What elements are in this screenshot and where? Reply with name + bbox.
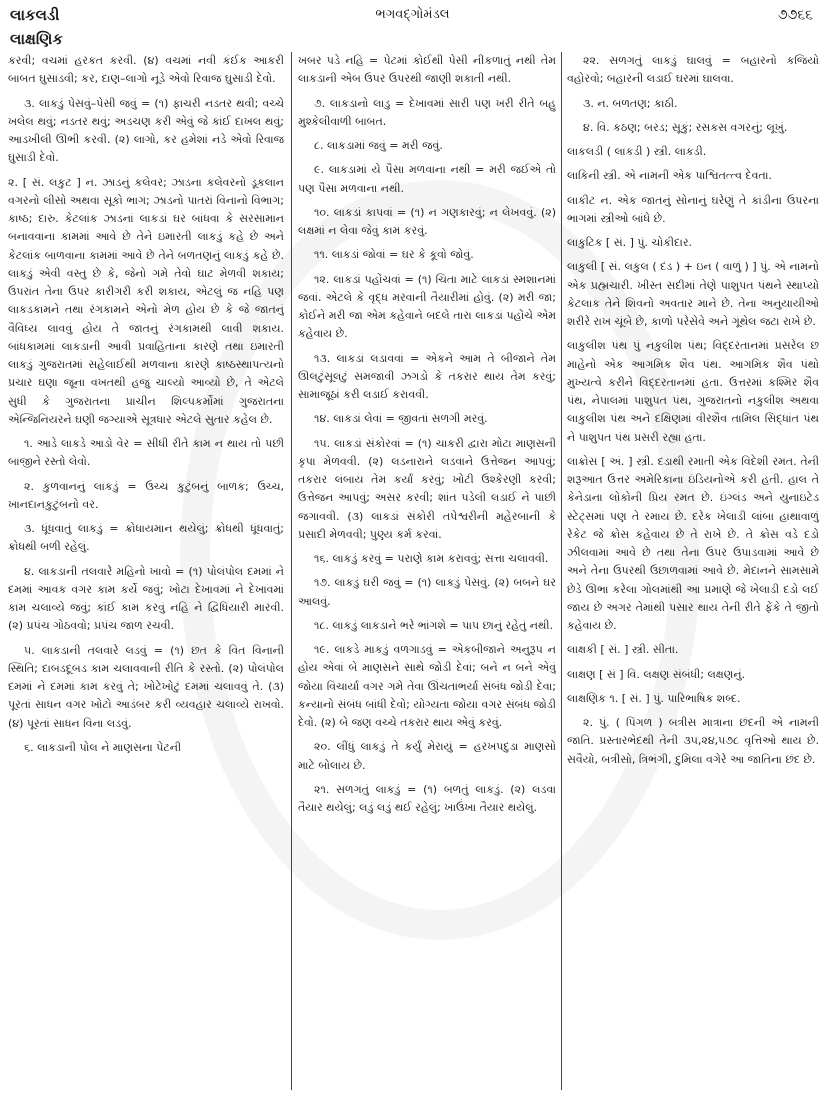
entry-paragraph: ૧૨. લાકડાં પહોંચવાં = (૧) ચિતા માટે લાકડાં સ્મશાનમાં જવાં. એટલે કે વૃદ્ધ મરવાની તૈયારીમાં હોવું. (૨) મરી જા; કોઈને મરી જા એમ કહેવાને બદલે તારા લાકડાં પહોંચે એમ કહેવાય છે.	[298, 272, 556, 341]
header-first-word: લાકલડી	[10, 6, 60, 24]
entry-paragraph: લાકુટિક [ સં. ] પું. ચોકીદાર.	[567, 236, 693, 249]
entry-paragraph: ૪. વિ. કઠણ; બરડ; સૂકું; રસકસ વગરનું; લૂખું.	[583, 120, 788, 134]
entry-paragraph: ૨. પું. ( પિંગળ ) બત્રીસ માત્રાના છંદની એ નામની જાતિ. પ્રસ્તારભેદથી તેની ૩૫,૨૪,૫૭૮ વૃત્તિઓ થાય છે. સવૈયો, બત્રીસો, ત્રિભંગી, દુમિલા વગેરે આ જાતિના છંદ છે.	[567, 716, 819, 766]
entry-paragraph: ખબર પડે નહિ = પેટમાં કોઈથી પેસી નીકળાતું નથી તેમ લાકડાની એબ ઉપર ઉપરથી જાણી શકાતી નથી.	[298, 54, 556, 86]
entry-paragraph: ૧૦. લાકડાં કાપવાં = (૧) ન ગણકારવું; ન લેખવવું. (૨) લક્ષમાં ન લેવા જેવું કામ કરવું.	[298, 205, 556, 237]
entry-paragraph: ૬. લાકડાની પોલ ને માણસના પેટની	[24, 740, 182, 754]
entry-paragraph: ૨. [ સં. લકુટ ] ન. ઝાડનું કલેવર; ઝાડના કલેવરનો ડૂકલાન વગરનો લીસો અથવા સૂકો ભાગ; ઝાડનો પાતરાં વિનાનો વિભાગ; કાષ્ઠ; દારુ. કેટલાંક ઝાડનાં લાકડાં ઘર બાંધવા કે સરસામાન બનાવવાના કામમાં આવે છે તેને ઇમારતી લાકડું કહે છે અને કેટલાંક બાળવાના કામમાં આવે છે તેને બળતણનું લાકડું કહે છે. લાકડું એવી વસ્તુ છે કે, જેનો ગમે તેવો ઘાટ મેળવી શકાય; ઉપરાંત તેના ઉપર કારીગરી કરી શકાય, એટલું જ નહિ પણ લાકડકામને તથા રંગકામને એનો મેળ હોય છે કે જે જાતનું વૈવિધ્ય લાવવું હોય તે જાતનું રંગકામથી લાવી શકાય. બાંધકામમાં લાકડાની આવી પ્રવાહિતાના કારણે તથા ઇમારતી લાકડું ગુજરાતમાં સહેલાઈથી મળવાના કારણે કાષ્ઠસ્થાપત્યનો પ્રચાર ઘણા જૂના વખતથી હજુ ચાલ્યો આવ્યો છે, તે એટલે સુધી કે ગુજરાતના પ્રાચીન શિલ્પકર્મોમાં ગુજરાતના એન્જિનિયરને ઘણી જગ્યાએ સૂત્રધાર એટલે સુતાર કહેલ છે.	[8, 175, 284, 426]
entry-paragraph: ૧૮. લાકડું લાકડાને ભરે ભાંગશે = પાપ છાનું રહેતું નથી.	[314, 618, 554, 632]
entry-paragraph: લાકલડી ( લાકડી ) સ્ત્રી. લાકડી.	[567, 145, 707, 158]
entry-paragraph: ૧૪. લાકડાં લેવાં = જીવતાં સળગી મરવું.	[314, 412, 488, 426]
entry-paragraph: લાકુલી [ સં. લકુલ ( દંડ ) + ઇન ( વાળું ) ] પું. એ નામનો એક પ્રહ્મચારી. ખીસ્ત સદીમાં તેણે પાશુપત પંથને સ્થાપ્યો કેટલાક તેને શિવનો અવતાર માને છે. તેના અનુયાયીઓ શરીરે રાખ ચૂંબે છે, કાળો પરેસેવે અને ગૂંથેલ જટા રાખે છે.	[567, 260, 819, 328]
entry-paragraph: ૩. ન. બળતણ; કાઠી.	[583, 96, 678, 110]
entry-paragraph: ૧૩. લાકડાં લડાવવાં = એકને આમ તે બીજાને તેમ ઊલટુંસૂલટું સમજાવી ઝગડો કે તકરાર થાય તેમ કરવું; સામાજૂઠાં કરી લડાઈ કરાવવી.	[298, 351, 556, 401]
entry-paragraph: ૨૨. સળગતું લાકડું ઘાલવું = બહારનો કજિયો વહોરવો; બહારની લડાઈ ઘરમાં ઘાલવા.	[567, 54, 819, 86]
column-left	[8, 52, 284, 1092]
entry-paragraph: ૨૧. સળગતું લાકડું = (૧) બળતું લાકડું. (૨) લડવા તૈયાર થયેલું; લડું લડું થઈ રહેલું; ખાઉંખા તૈયાર થયેલું.	[298, 782, 556, 814]
entry-paragraph: ૩. ધૂંધવાતું લાકડું = ક્રોધાયમાન થયેલું; ક્રોધથી ધૂંધવાતું; ક્રોધથી બળી રહેલું.	[8, 522, 284, 554]
entry-paragraph: ૪. લાકડાની તલવારે મહિનો ખાવો = (૧) પોલંપોલ દમમાં ને દમમાં આવક વગર કામ કર્યે જવું; ખોટા દેખાવમાં ને દેખાવમાં કામ ચલાવ્યે જવું; કાંઈ કામ કરવું નહિ ને દ્વિધિયારી મારવી. (૨) પ્રપંચ ગોઠવવો; પ્રપંચ જાળ રચવી.	[8, 564, 284, 633]
entry-paragraph: ૧. આડે લાકડે આડો વેર = સીધી રીતે કામ ન થાય તો પછી બાજીને રસ્તો લેવો.	[8, 437, 284, 469]
entry-paragraph: ૧૬. લાકડું કરવું = પરાણે કામ કરાવવું; સત્તા ચલાવવી.	[314, 552, 549, 565]
column-divider	[561, 52, 562, 1090]
entry-paragraph: લાક્ષણ [ સં ] વિ. લક્ષણ સંબંધી; લક્ષણનું.	[567, 667, 746, 681]
column-right	[567, 52, 819, 1092]
header-second-word: લાક્ષણિક	[10, 30, 63, 48]
entry-paragraph: ૧૯. લાકડે માકડું વળગાડવું = એકબીજાને અનુરૂપ ન હોય એવાં બે માણસને સાથે જોડી દેવાં; બને ન બને એવું જોયા વિચાર્યા વગર ગમે તેવા ઊંચતાભર્યા સંબંધ જોડી દેવા; કન્યાનો સંબંધ બાંધી દેવો; યોગ્યતા જોયા વગર સંબંધ જોડી દેવો. (૨) બે જણ વચ્ચે તકરાર થાય એવું કરવું.	[298, 643, 556, 729]
entry-paragraph: લાક્ષણિક ૧. [ સં. ] પું. પારિભાષિક શબ્દ.	[567, 691, 741, 705]
entry-paragraph: ૧૭. લાકડું ઘરી જવું = (૧) લાકડું પેસવું. (૨) બબને ઘર આલવું.	[298, 576, 556, 608]
entry-paragraph: લાકીટ ન. એક જાતનું સોનાનું ઘરેણું તે કાંડીના ઉપરના ભાગમાં સ્ત્રીઓ બાંધે છે.	[567, 193, 819, 225]
entry-paragraph: ૩. લાકડું પેસવું–પેસી જવું = (૧) ફાચરી નડતર થવી; વચ્ચે ખલેલ થવું; નડતર થવું; અડચણ કરી એવું જે કાંઈ દાખલ થવું; આડખીલી ઊભી કરવી. (૨) લાગો, કર હમેશાં નડે એવો રિવાજ ઘુસાડી દેવો.	[8, 96, 284, 165]
entry-paragraph: લાકુલીશ પંથ પું નકુલીશ પંથ; વિદ્દરતાનમાં પ્રસરેલ છ માહેનો એક આગમિક શૈવ પંથ. આગમિક શૈવ પંથો મુખ્યત્વે કરીને વિદ્દરતાનમાં હતા. ઉત્તરમાં કશ્મિર શૈવ પંથ, નેપાલમાં પાશુપત પંથ, ગુજરાતનો નકુલીશ અથવા લાકુલીશ પંથ અને દક્ષિણમાં વીરશૈવ તામિલ સિદ્ધાંત પંથ ને પાશુપત પંથ પ્રસરી રહ્યા હતા.	[567, 339, 819, 444]
header-title: ભગવદ્ગોમંડલ	[375, 7, 450, 22]
column-divider	[291, 52, 292, 1090]
entry-paragraph: ૭. લાકડાનો લાડુ = દેખાવમાં સારી પણ ખરી રીતે બહુ મુશ્કેલીવાળી બાબત.	[298, 96, 556, 128]
page-number: ૭૭૬૬	[777, 7, 813, 23]
page-header	[0, 6, 825, 32]
entry-paragraph: લાક્ષકી [ સં. ] સ્ત્રી. સીતા.	[567, 643, 679, 657]
column-middle	[298, 52, 556, 1092]
entry-paragraph: ૨૦. લીંધું લાકડું તે કર્યું મેરાયું = હરખપદુડા માણસો માટે બોલાય છે.	[298, 740, 556, 772]
entry-paragraph: કરવી; વચમાં હરકત કરવી. (૪) વચમાં નવી કંઈક આકરી બાબત ઘુસાડવી; કર, દાણ–લાગો નૂડે એવો રિવાજ ઘુસાડી દેવો.	[8, 54, 284, 86]
entry-paragraph: ૮. લાકડામાં જવું = મરી જવું.	[314, 139, 443, 152]
entry-paragraph: લાક્રોસ [ અં. ] સ્ત્રી. દડાથી રમાતી એક વિદેશી રમત. તેની શરૂઆત ઉત્તર અમેરિકાના ઇંડિયનોએ કરી હતી. હાલ તે કેનેડાના લોકોની પ્રિય રમત છે. ઇંગ્લંડ અને યુનાઇટેડ સ્ટેટ્સમાં પણ તે રમાય છે. દરેક ખેલાડી લાંબા હાથાવાળું રેકેટ જે ક્રોસ કહેવાય છે તે રાખે છે. તે ક્રોસ વડે દડો ઝીલવામાં આવે છે તથા તેના ઉપર ઉપાડવામાં આવે છે અને તેના ઉપરથી ઉછાળવામાં આવે છે. મેદાનને સામસામે છેડે ઊભા કરેલા ગોલમાંથી આ પ્રમાણે જે ખેલાડી દડો લઈ જાય છે અગર તેમાંથી પસાર થાય તેની રીતે ફેંકે તે જીતો કહેવાય છે.	[567, 454, 819, 632]
entry-paragraph: ૧૧. લાકડાં જોવાં = ઘર કે કૂવો જોવું.	[314, 248, 474, 262]
entry-paragraph: લાકિની સ્ત્રી. એ નામની એક પાશ્વિતત્ત્વ દેવતા.	[567, 169, 772, 183]
entry-paragraph: ૧૫. લાકડાં સંકોરવાં = (૧) ચાકરી દ્વારા મોટા માણસની કૃપા મેળવવી. (૨) લડનારાને લડવાને ઉત્તેજન આપવું; તકરાર લંબાય તેમ કર્યાં કરવું; ખોટી ઉશ્કેરણી કરવી; ઉત્તેજન આપવું; અસર કરવી; શાંત પડેલી લડાઈ ને પાછી જગાવવી. (૩) લાકડાં સંકોરી તપેશ્વરીની મહેરબાની કે પ્રસાદી મેળવવી; પુણ્ય કર્મ કરવાં.	[298, 436, 556, 541]
entry-paragraph: ૫. લાકડાની તલવારે લડવું = (૧) છત કે વિત વિનાની સ્થિતિ; દાબડદૂબડ કામ ચલાવવાની રીતિ કે રસ્તો. (૨) પોલંપોલ દમમાં ને દમમાં કામ કરવું તે; ખોટેખોટું દમમાં ચલાવવું તે. (૩) પૂરતાં સાધન વગર ખોટો આડંબર કરી વ્યવહાર ચલાવ્યે રાખવો. (૪) પૂરતાં સાધન વિના લડવું.	[8, 643, 284, 730]
entry-paragraph: ૯. લાકડામાં યે પૈસા મળવાના નથી = મરી જઈએ તો પણ પૈસા મળવાના નથી.	[298, 163, 556, 195]
entry-paragraph: ૨. કુળવાનનું લાકડું = ઉચ્ચ કુટુંબનું બાળક; ઉચ્ચ, ખાનદાનકુટુંબનો વર.	[8, 479, 284, 511]
